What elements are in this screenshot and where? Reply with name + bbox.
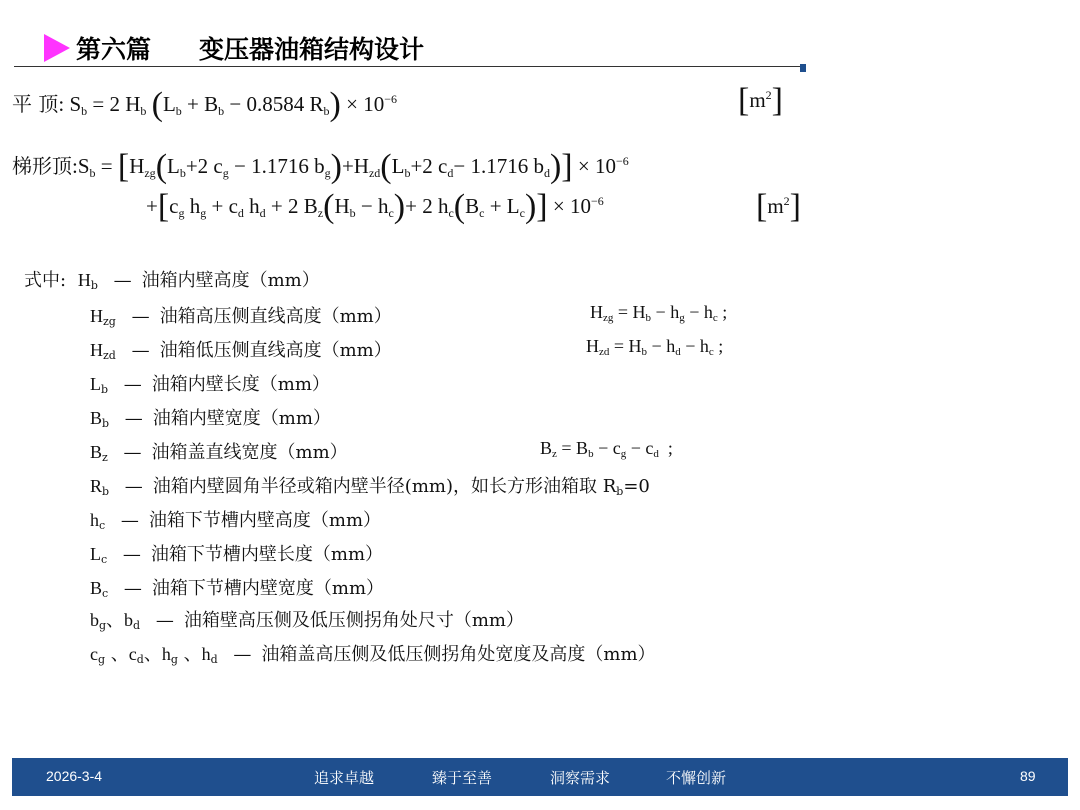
flat-top-label: 平 顶 [12,92,59,116]
const-08584: 0.8584 [246,92,305,116]
def-symbol: H [90,340,103,360]
def-desc: 油箱高压侧直线高度（mm） [159,306,392,327]
def-sub: zg [103,315,116,328]
def-symbol: L [90,544,101,564]
trapezoid-label: 梯形顶 [12,154,72,178]
footer-slogan-2: 臻于至善 [432,769,493,787]
relation-hzg: $H_{zg} = H_b - h_g - h_c$ ; [590,302,728,324]
def-symbol: B [90,578,103,598]
footer-slogan-1: 追求卓越 [314,769,375,787]
footer-slogan-3: 洞察需求 [550,769,611,787]
definition-row: $c_g$ 、$c_d$、$h_g$ 、$h_d$ — 油箱盖高压侧及低压侧拐角处宽度及高度（mm） [90,644,656,666]
def-desc: 油箱内壁高度（mm） [141,270,320,291]
exp-trap2: −6 [590,194,604,208]
slide-title: 变压器油箱结构设计 [199,35,425,64]
ten-flat: 10 [363,92,385,116]
def-desc: 油箱内壁圆角半径或箱内壁半径(mm)，如长方形油箱取 R [152,476,617,497]
def-symbol: H [77,270,91,290]
def-desc: 油箱内壁长度（mm） [151,374,330,395]
definition-row: $H_{zg}$ — 油箱高压侧直线高度（mm） [90,306,392,328]
def-symbol: H [90,306,103,326]
def-symbol: B [90,442,103,462]
definition-row: $b_g$、$b_d$ — 油箱壁高压侧及低压侧拐角处尺寸（mm） [90,610,524,632]
section-label: 第六篇 [76,35,152,64]
def-sub: c [101,553,108,566]
def-symbol: B [90,408,103,428]
slide-header [44,30,424,66]
definition-row: $B_c$ — 油箱下节槽内壁宽度（mm） [90,578,385,600]
def-symbol: h [90,510,99,530]
definition-row: $L_c$ — 油箱下节槽内壁长度（mm） [90,544,384,566]
def-sub: g [98,653,106,666]
footer-bar [12,758,1068,796]
def-sub: z [102,451,108,464]
exp-flat: −6 [384,92,397,106]
arrow-bullet-icon [44,34,70,62]
def-sub: c [99,519,106,532]
def-symbol: L [90,374,101,394]
def-desc: 油箱盖高压侧及低压侧拐角处宽度及高度（mm） [261,644,656,665]
def-desc: 油箱盖直线宽度（mm） [151,442,348,463]
def-sub: zd [103,349,116,362]
definition-row: $L_b$ — 油箱内壁长度（mm） [90,374,330,396]
footer-date: 2026-3-4 [46,768,103,784]
header-rule-mark [800,64,806,72]
def-sub: b [102,485,110,498]
def-symbol: R [90,476,103,496]
def-symbol: c [90,644,98,664]
def-sub: b [101,383,109,396]
def-desc: 油箱下节槽内壁长度（mm） [150,544,384,565]
unit-trapezoid: $[m^2]$ [756,188,801,225]
def-sub: b [102,417,110,430]
unit-m-trap: m [767,194,784,218]
header-rule [14,66,804,67]
def-desc: 油箱下节槽内壁宽度（mm） [151,578,385,599]
def-desc: 油箱下节槽内壁高度（mm） [148,510,382,531]
page-number: 89 [1020,768,1036,784]
const-11716-a: 1.1716 [251,154,309,178]
definition-row: $H_{zd}$ — 油箱低压侧直线高度（mm） [90,340,392,362]
footer-slogan-4: 不懈创新 [666,769,727,787]
formula-flat-top: 平 顶: $S_b = 2$ $H_b$ ($L_b + B_b - 0.8584$ $R_b) \times 10^{-6}$ [12,86,397,123]
definition-row: $R_b$ — 油箱内壁圆角半径或箱内壁半径(mm)，如长方形油箱取 $R_b=0$ [90,476,650,498]
rb-tail: =0 [623,476,650,497]
exp-trap1: −6 [615,154,629,168]
formula-trapezoid-line2: $+[c_g$ $h_g + c_d$ $h_d + 2$ $B_z(H_b - h_c)+ 2$ $h_c(B_c + L_c)] \times 10^{-6}$ [146,188,604,225]
definition-row: $h_c$ — 油箱下节槽内壁高度（mm） [90,510,382,532]
def-symbol: b [90,610,99,630]
def-sub: c [102,587,109,600]
def-sub: b [90,279,98,292]
relation-bz: $B_z = B_b - c_g - c_d$ ; [540,438,673,460]
formula-trapezoid-line1: 梯形顶$:S_b = [H_{zg}(L_b+2$ $c_g - 1.1716$ $b_g)+H_{zd}(L_b+2$ $c_d- 1.1716$ $b_d)] \times 10^{-6}$ [12,148,629,185]
unit-flat: $[m^2]$ [738,82,783,119]
definition-row: 式中: $H_b$ — 油箱内壁高度（mm） [24,270,320,292]
def-sub: g [99,619,107,632]
def-desc: 油箱低压侧直线高度（mm） [159,340,392,361]
ten-trap2: 10 [569,194,591,218]
unit-m-flat: m [749,88,766,112]
definition-row: $B_b$ — 油箱内壁宽度（mm） [90,408,331,430]
ten-trap1: 10 [594,154,616,178]
def-desc: 油箱内壁宽度（mm） [152,408,331,429]
const-11716-b: 1.1716 [470,154,529,178]
definitions-intro: 式中: [24,270,67,291]
relation-hzd: $H_{zd} = H_b - h_d - h_c$ ; [586,336,724,358]
definition-row: $B_z$ — 油箱盖直线宽度（mm） [90,442,348,464]
def-desc: 油箱壁高压侧及低压侧拐角处尺寸（mm） [183,610,524,631]
